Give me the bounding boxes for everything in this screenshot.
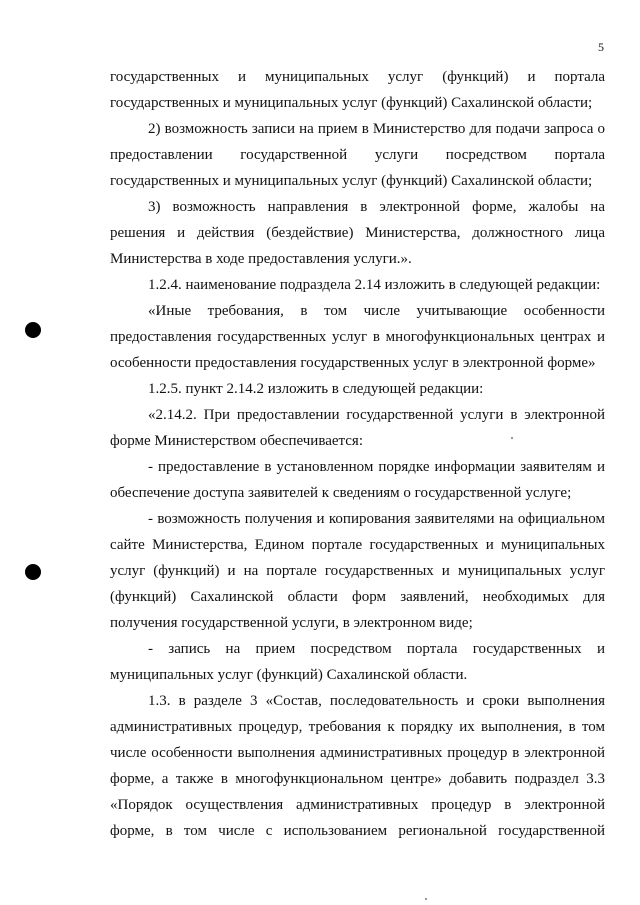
text-line: сайте Министерства, Едином портале государственных и муниципальных (110, 537, 605, 553)
text-line: (функций) Сахалинской области форм заявлений, необходимых для (110, 589, 605, 605)
text-line: Министерства в ходе предоставления услуги.». (110, 251, 412, 267)
text-line: числе особенности выполнения административных процедур в электронной (110, 745, 605, 761)
text-line: 3) возможность направления в электронной форме, жалобы на (148, 199, 605, 215)
text-line: административных процедур, требования к порядку их выполнения, в том (110, 719, 605, 735)
text-line: предоставления государственных услуг в многофункциональных центрах и (110, 329, 605, 345)
scan-speck (425, 898, 427, 900)
text-line: государственных и муниципальных услуг (функций) Сахалинской области; (110, 173, 593, 189)
text-line: решения и действия (бездействие) Министерства, должностного лица (110, 225, 605, 241)
text-line: предоставлении государственной услуги посредством портала (110, 147, 605, 163)
text-line: «2.14.2. При предоставлении государственной услуги в электронной (148, 407, 605, 423)
text-line: государственных и муниципальных услуг (функций) и портала (110, 69, 605, 85)
text-line: обеспечение доступа заявителей к сведениям о государственной услуге; (110, 485, 572, 501)
text-line: «Иные требования, в том числе учитывающие особенности (148, 303, 605, 319)
document-body (110, 64, 605, 844)
text-line: 1.2.5. пункт 2.14.2 изложить в следующей редакции: (148, 381, 484, 397)
text-line: 2) возможность записи на прием в Министерство для подачи запроса о (148, 121, 605, 137)
text-line: форме, а также в многофункциональном центре» добавить подраздел 3.3 (110, 771, 605, 787)
text-line: форме Министерством обеспечивается: (110, 433, 364, 449)
text-line: 1.2.4. наименование подраздела 2.14 изложить в следующей редакции: (148, 277, 601, 293)
text-line: - запись на прием посредством портала государственных и (148, 641, 605, 657)
punch-hole-bottom (25, 564, 41, 580)
punch-hole-top (25, 322, 41, 338)
text-line: - предоставление в установленном порядке информации заявителям и (148, 459, 605, 475)
text-line: особенности предоставления государственных услуг в электронной форме» (110, 355, 596, 371)
text-line: получения государственной услуги, в электронном виде; (110, 615, 473, 631)
text-line: муниципальных услуг (функций) Сахалинской области. (110, 667, 468, 683)
text-line: 1.3. в разделе 3 «Состав, последовательность и сроки выполнения (148, 693, 605, 709)
text-line: - возможность получения и копирования заявителями на официальном (148, 511, 605, 527)
page-number: 5 (598, 40, 604, 54)
text-line: форме, в том числе с использованием региональной государственной (110, 823, 605, 839)
text-line: «Порядок осуществления административных процедур в электронной (110, 797, 605, 813)
text-line: услуг (функций) и на портале государственных и муниципальных услуг (110, 563, 605, 579)
text-line: государственных и муниципальных услуг (функций) Сахалинской области; (110, 95, 593, 111)
